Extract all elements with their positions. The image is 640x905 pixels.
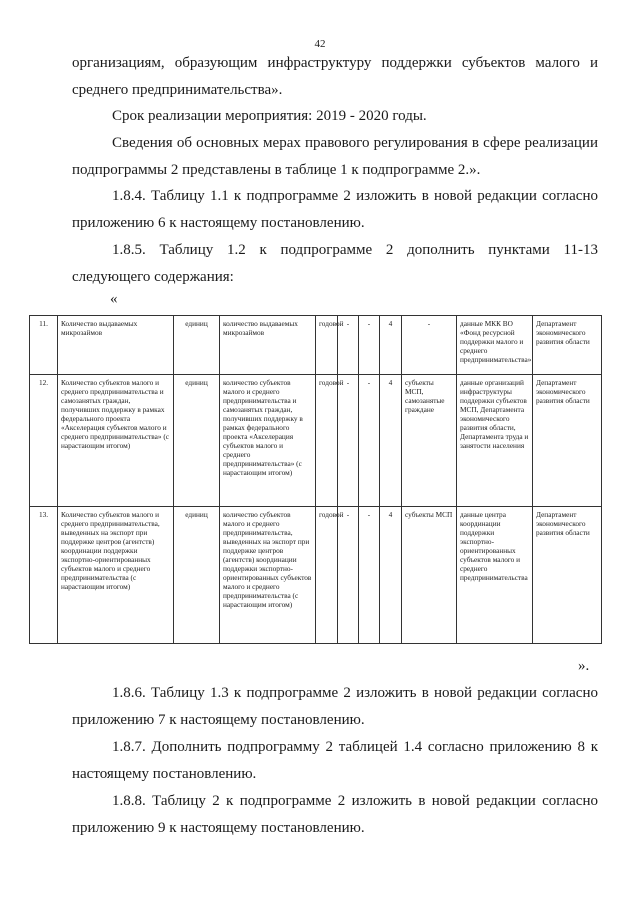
paragraph-infrastructure: организациям, образующим инфраструктуру поддержки субъектов малого и среднего предпринимательства».: [72, 55, 598, 98]
row-number: 12.: [30, 375, 58, 507]
unit-cell: единиц: [174, 507, 220, 644]
paragraph-legal-regulation: Сведения об основных мерах правового регулирования в сфере реализации подпрограммы 2 представлены в таблице 1 к подпрограмме 2.».: [72, 135, 598, 178]
responsible-cell: Департамент экономического развития области: [533, 507, 602, 644]
paragraph-1-8-8: 1.8.8. Таблицу 2 к подпрограмме 2 изложить в новой редакции согласно приложению 9 к настоящему постановлению.: [72, 793, 598, 836]
code-cell: 4: [380, 507, 402, 644]
source-cell: данные организаций инфраструктуры поддержки субъектов МСП, Департамента экономического развития области, Департамента труда и занятости населения: [457, 375, 533, 507]
paragraph-1-8-7: 1.8.7. Дополнить подпрограмму 2 таблицей 1.4 согласно приложению 8 к настоящему постановлению.: [72, 739, 598, 782]
row-number: 13.: [30, 507, 58, 644]
indicators-table: [29, 315, 602, 644]
table-row: [30, 375, 602, 507]
period-cell: годовой: [316, 316, 338, 375]
dash-cell: -: [338, 316, 359, 375]
indicator-name: Количество субъектов малого и среднего предпринимательства, выведенных на экспорт при поддержке центров (агентств) координации поддержки экспортно-ориентированных субъектов малого и среднего предпринимательства (с нарастающим итогом): [58, 507, 174, 644]
object-cell: -: [402, 316, 457, 375]
period-cell: годовой: [316, 375, 338, 507]
indicator-name: Количество выдаваемых микрозаймов: [58, 316, 174, 375]
unit-cell: единиц: [174, 316, 220, 375]
paragraph-implementation-period: Срок реализации мероприятия: 2019 - 2020 годы.: [112, 108, 427, 124]
indicator-name: Количество субъектов малого и среднего предпринимательства и самозанятых граждан, получивших поддержку в рамках федерального проекта «Акселерация субъектов малого и среднего предпринимательства» (с нарастающим итогом): [58, 375, 174, 507]
dash-cell: -: [359, 375, 380, 507]
dash-cell: -: [359, 316, 380, 375]
dash-cell: -: [338, 507, 359, 644]
object-cell: субъекты МСП, самозанятые граждане: [402, 375, 457, 507]
source-cell: данные центра координации поддержки экспортно-ориентированных субъектов малого и среднего предпринимательства: [457, 507, 533, 644]
page-number: 42: [314, 38, 326, 50]
responsible-cell: Департамент экономического развития области: [533, 375, 602, 507]
code-cell: 4: [380, 316, 402, 375]
closing-quote: ».: [578, 658, 590, 674]
code-cell: 4: [380, 375, 402, 507]
unit-cell: единиц: [174, 375, 220, 507]
paragraph-1-8-6: 1.8.6. Таблицу 1.3 к подпрограмме 2 изложить в новой редакции согласно приложению 7 к настоящему постановлению.: [72, 685, 598, 728]
definition-cell: количество выдаваемых микрозаймов: [220, 316, 316, 375]
opening-quote: «: [110, 291, 118, 307]
definition-cell: количество субъектов малого и среднего предпринимательства и самозанятых граждан, получивших поддержку в рамках федерального проекта «Акселерация субъектов малого и среднего предпринимательства» (с нарастающим итогом): [220, 375, 316, 507]
source-cell: данные МКК ВО «Фонд ресурсной поддержки малого и среднего предпринимательства»: [457, 316, 533, 375]
responsible-cell: Департамент экономического развития области: [533, 316, 602, 375]
dash-cell: -: [338, 375, 359, 507]
object-cell: субъекты МСП: [402, 507, 457, 644]
paragraph-1-8-4: 1.8.4. Таблицу 1.1 к подпрограмме 2 изложить в новой редакции согласно приложению 6 к настоящему постановлению.: [72, 188, 598, 231]
row-number: 11.: [30, 316, 58, 375]
table-row: [30, 316, 602, 375]
definition-cell: количество субъектов малого и среднего предпринимательства, выведенных на экспорт при поддержке центров (агентств) координации поддержки экспортно-ориентированных субъектов малого и среднего предпринимательства (с нарастающим итогом): [220, 507, 316, 644]
dash-cell: -: [359, 507, 380, 644]
table-row: [30, 507, 602, 644]
period-cell: годовой: [316, 507, 338, 644]
paragraph-1-8-5: 1.8.5. Таблицу 1.2 к подпрограмме 2 дополнить пунктами 11-13 следующего содержания:: [72, 242, 598, 285]
